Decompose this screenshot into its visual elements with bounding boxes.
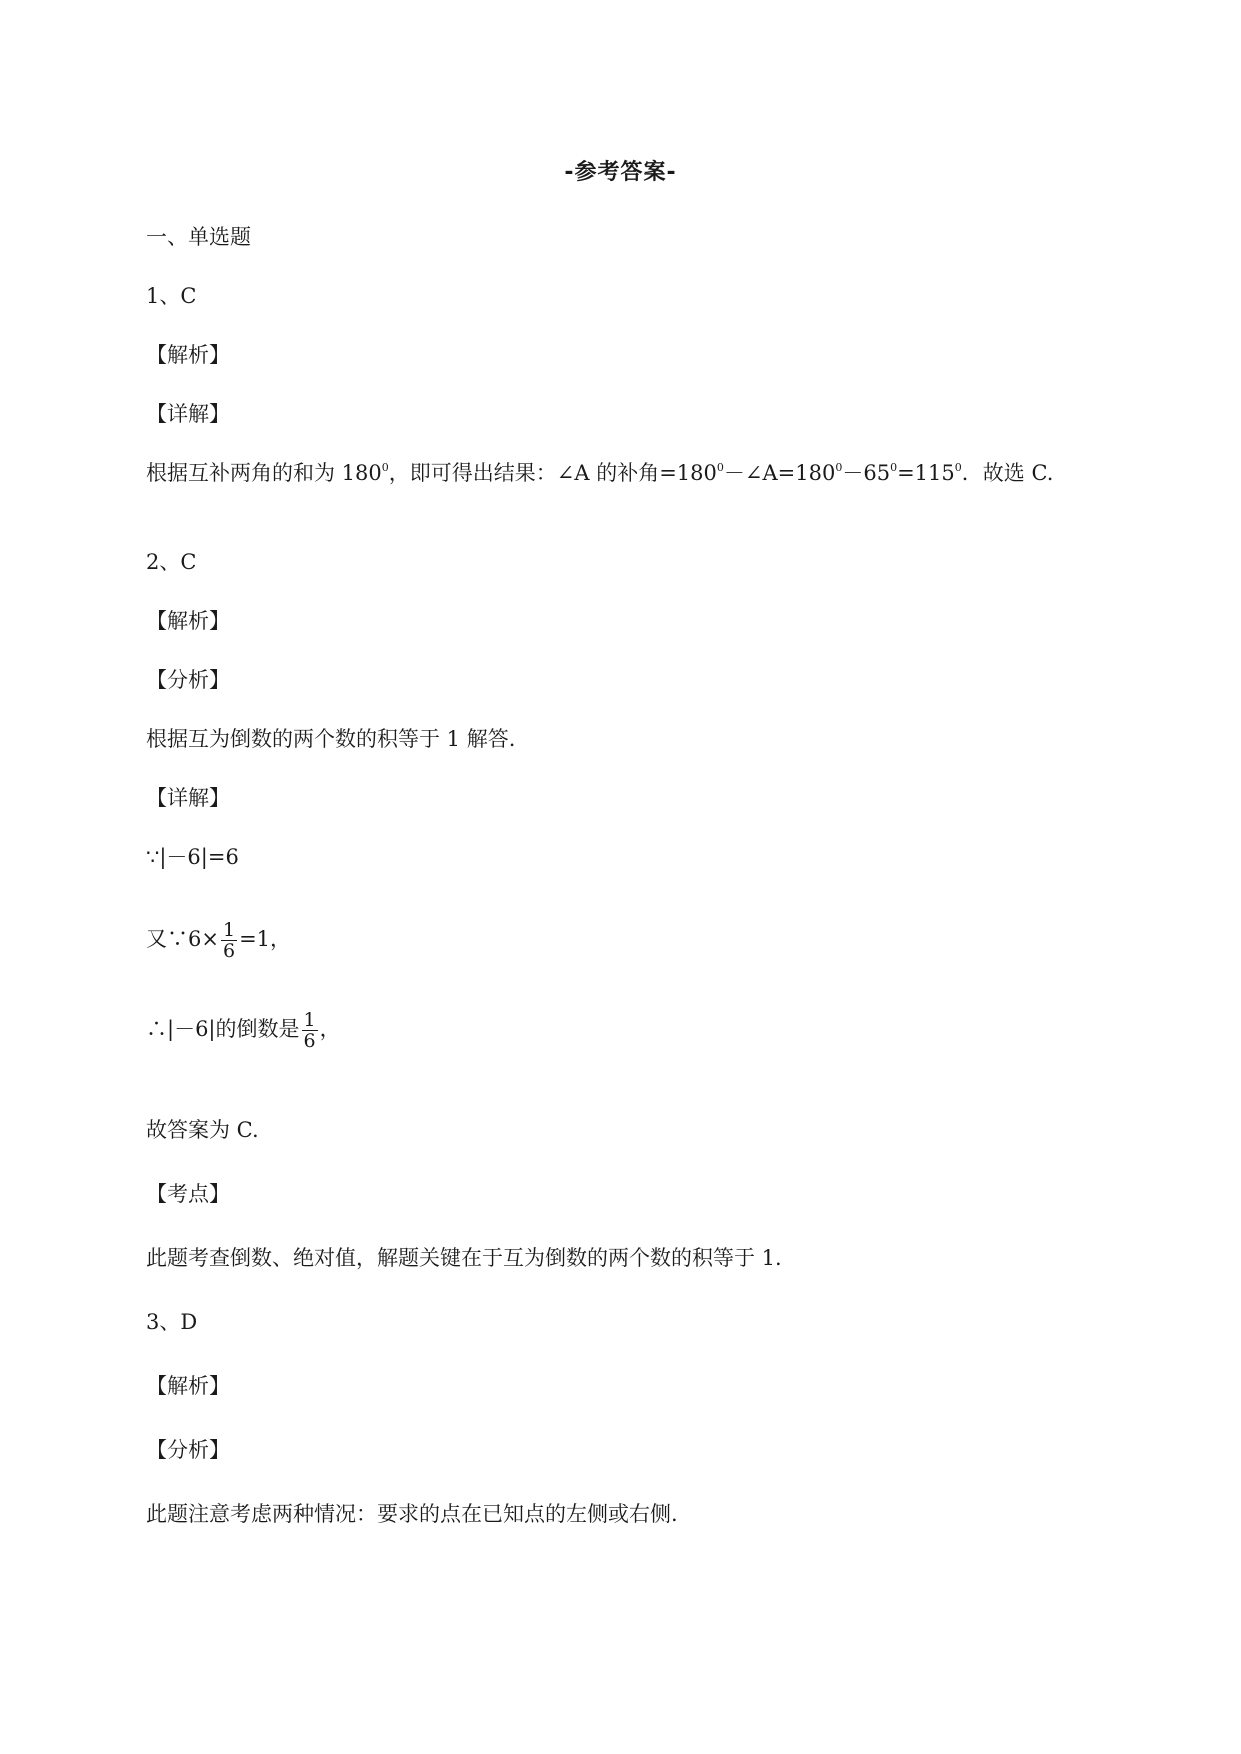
q3-fenxi-heading: 【分析】 bbox=[146, 1438, 230, 1462]
q2-fenxi-heading: 【分析】 bbox=[146, 668, 230, 692]
q2-answer-label: 2、C bbox=[146, 550, 197, 574]
q2-kaodian-text: 此题考查倒数、绝对值，解题关键在于互为倒数的两个数的积等于 1. bbox=[146, 1246, 782, 1270]
q3-analysis-text: 此题注意考虑两种情况：要求的点在已知点的左侧或右侧. bbox=[146, 1502, 678, 1526]
q2-step-1: ∵|－6|=6 bbox=[146, 845, 239, 869]
degree-mark: 0 bbox=[890, 461, 898, 474]
q1-xiangjie-heading: 【详解】 bbox=[146, 402, 230, 426]
q3-jiexi-heading: 【解析】 bbox=[146, 1374, 230, 1398]
q2-kaodian-heading: 【考点】 bbox=[146, 1182, 230, 1206]
q3-answer-label: 3、D bbox=[146, 1310, 198, 1334]
q2-step-3-pre: ∴|－6|的倒数是 bbox=[146, 1017, 300, 1041]
fraction-denominator: 6 bbox=[303, 1030, 316, 1052]
fraction-one-sixth bbox=[302, 1010, 318, 1051]
fraction-denominator: 6 bbox=[222, 940, 236, 962]
q2-xiangjie-heading: 【详解】 bbox=[146, 786, 230, 810]
degree-mark: 0 bbox=[835, 461, 843, 474]
q2-jiexi-heading: 【解析】 bbox=[146, 609, 230, 633]
q2-final-answer: 故答案为 C. bbox=[146, 1118, 259, 1142]
q1-text-f: ．故选 C. bbox=[961, 461, 1054, 485]
q1-text-c: －∠A=180 bbox=[723, 461, 836, 485]
q1-text-d: －65 bbox=[842, 461, 891, 485]
degree-mark: 0 bbox=[716, 461, 724, 474]
q1-solution-text bbox=[146, 459, 1053, 487]
q2-step-2-post: =1， bbox=[239, 927, 292, 951]
degree-mark: 0 bbox=[381, 461, 389, 474]
q1-text-a: 根据互补两角的和为 180 bbox=[146, 461, 382, 485]
q2-step-3 bbox=[146, 1010, 341, 1051]
degree-mark: 0 bbox=[954, 461, 962, 474]
q1-text-e: =115 bbox=[897, 461, 955, 485]
fraction-numerator: 1 bbox=[222, 919, 236, 941]
page-title: -参考答案- bbox=[564, 160, 677, 185]
section-heading: 一、单选题 bbox=[146, 225, 251, 249]
q1-text-b: ，即可得出结果：∠A 的补角=180 bbox=[388, 461, 717, 485]
q2-step-3-post: ， bbox=[319, 1017, 341, 1041]
q2-step-2-pre: 又∵6× bbox=[146, 927, 219, 951]
fraction-numerator: 1 bbox=[303, 1009, 316, 1031]
q1-jiexi-heading: 【解析】 bbox=[146, 343, 230, 367]
q2-analysis-text: 根据互为倒数的两个数的积等于 1 解答. bbox=[146, 727, 516, 751]
q1-answer-label: 1、C bbox=[146, 284, 197, 308]
fraction-one-sixth bbox=[221, 920, 237, 961]
q2-step-2 bbox=[146, 920, 291, 961]
